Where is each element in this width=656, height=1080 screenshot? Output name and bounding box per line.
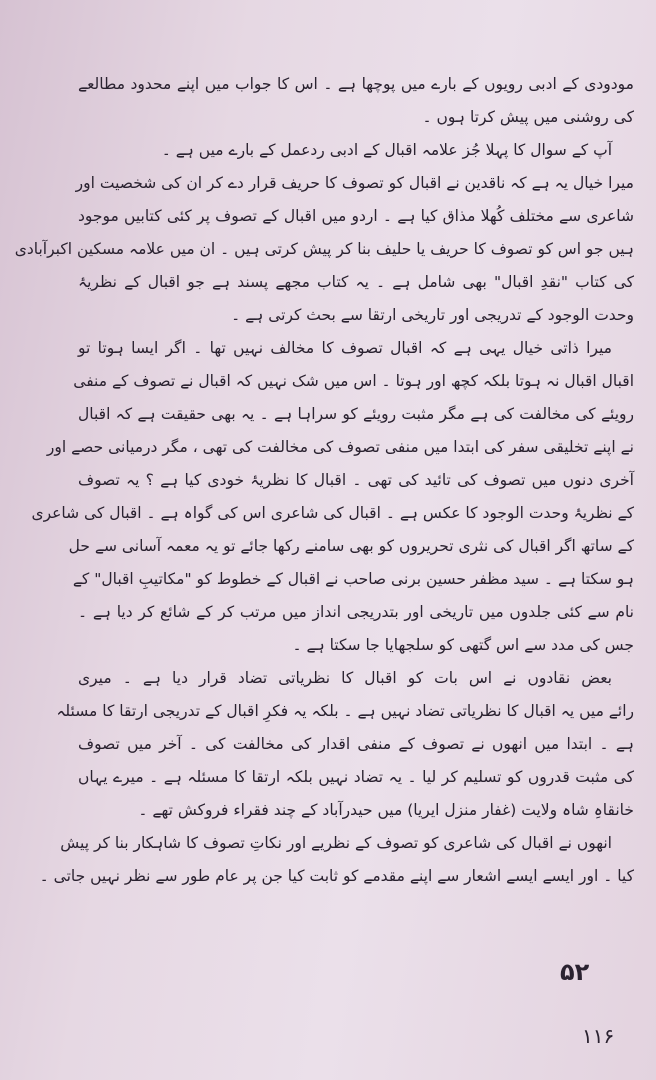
text-line: کی کتاب "نقدِ اقبال" بھی شامل ہے ۔ یہ کتاب مجھے پسند ہے جو اقبال کے نظریۂ: [78, 273, 634, 291]
text-line: کیا ۔ اور ایسے ایسے اشعار سے اپنے مقدمے کو ثابت کیا جن پر عام طور سے نظر نہیں جاتی ۔: [39, 867, 634, 885]
text-line: ہیں جو اس کو تصوف کا حریف یا حلیف بنا کر پیش کرتی ہیں ۔ ان میں علامہ مسکین اکبرآبادی: [14, 240, 634, 258]
text-line: کی مثبت قدروں کو تسلیم کر لیا ۔ یہ تضاد نہیں بلکہ ارتقا کا مسئلہ ہے ۔ میرے یہاں: [78, 768, 634, 786]
text-line: مودودی کے ادبی رویوں کے بارے میں پوچھا ہے ۔ اس کا جواب میں اپنے محدود مطالعے: [78, 75, 634, 93]
text-line: شاعری سے مختلف کُھلا مذاق کیا ہے ۔ اردو میں اقبال کے تصوف پر کئی کتابیں موجود: [78, 207, 634, 225]
text-line: میرا ذاتی خیال یہی ہے کہ اقبال تصوف کا مخالف نہیں تھا ۔ اگر ایسا ہوتا تو: [78, 339, 612, 357]
text-line: رویئے کی مخالفت کی ہے مگر مثبت رویئے کو سراہا ہے ۔ یہ بھی حقیقت ہے کہ اقبال: [78, 405, 634, 423]
text-line: نے اپنے تخلیقی سفر کی ابتدا میں منفی تصوف کی مخالفت کی تھی ، مگر درمیانی حصے اور: [46, 438, 634, 456]
text-line: انھوں نے اقبال کی شاعری کو تصوف کے نظریے اور نکاتِ تصوف کا شاہکار بنا کر پیش: [60, 834, 612, 852]
page-number: ۱۱۶: [582, 1024, 615, 1048]
text-line: رائے میں یہ اقبال کا نظریاتی تضاد نہیں ہے ۔ بلکہ یہ فکرِ اقبال کے تدریجی ارتقا کا مسئلہ: [56, 702, 634, 720]
text-line: ہے ۔ ابتدا میں انھوں نے تصوف کے منفی اقدار کی مخالفت کی ۔ آخر میں تصوف: [78, 735, 634, 753]
text-line: بعض نقادوں نے اس بات کو اقبال کا نظریاتی تضاد قرار دیا ہے ۔ میری: [78, 669, 612, 687]
text-line: نام سے کئی جلدوں میں تاریخی اور بتدریجی انداز میں مرتب کر کے شائع کر دیا ہے ۔: [78, 603, 634, 621]
body-text: [14, 68, 634, 893]
text-line: کے نظریۂ وحدت الوجود کا عکس ہے ۔ اقبال کی شاعری اس کی گواہ ہے ۔ اقبال کی شاعری: [31, 504, 634, 522]
text-line: کی روشنی میں پیش کرتا ہوں ۔: [422, 108, 634, 126]
text-line: کے ساتھ اگر اقبال کی نثری تحریروں کو بھی سامنے رکھا جائے تو یہ معمہ آسانی سے حل: [68, 537, 634, 555]
text-line: میرا خیال یہ ہے کہ ناقدین نے اقبال کو تصوف کا حریف قرار دے کر ان کی شخصیت اور: [75, 174, 634, 192]
folio-number: ۵۲: [560, 958, 590, 986]
text-line: وحدت الوجود کے تدریجی اور تاریخی ارتقا سے بحث کرتی ہے ۔: [231, 306, 634, 324]
text-line: آخری دنوں میں تصوف کی تائید کی تھی ۔ اقبال کا نظریۂ خودی کیا ہے ؟ یہ تصوف: [78, 471, 634, 489]
text-line: جس کی مدد سے اس گتھی کو سلجھایا جا سکتا ہے ۔: [292, 636, 634, 654]
text-line: خانقاہِ شاہ ولایت (غفار منزل ایریا) میں حیدرآباد کے چند فقراء فروکش تھے ۔: [138, 801, 634, 819]
text-line: ہو سکتا ہے ۔ سید مظفر حسین برنی صاحب نے اقبال کے خطوط کو "مکاتیبِ اقبال" کے: [72, 570, 634, 588]
text-line: آپ کے سوال کا پہلا جُز علامہ اقبال کے ادبی ردعمل کے بارے میں ہے ۔: [161, 141, 612, 159]
text-line: اقبال اقبال نہ ہوتا بلکہ کچھ اور ہوتا ۔ اس میں شک نہیں کہ اقبال نے تصوف کے منفی: [73, 372, 634, 390]
